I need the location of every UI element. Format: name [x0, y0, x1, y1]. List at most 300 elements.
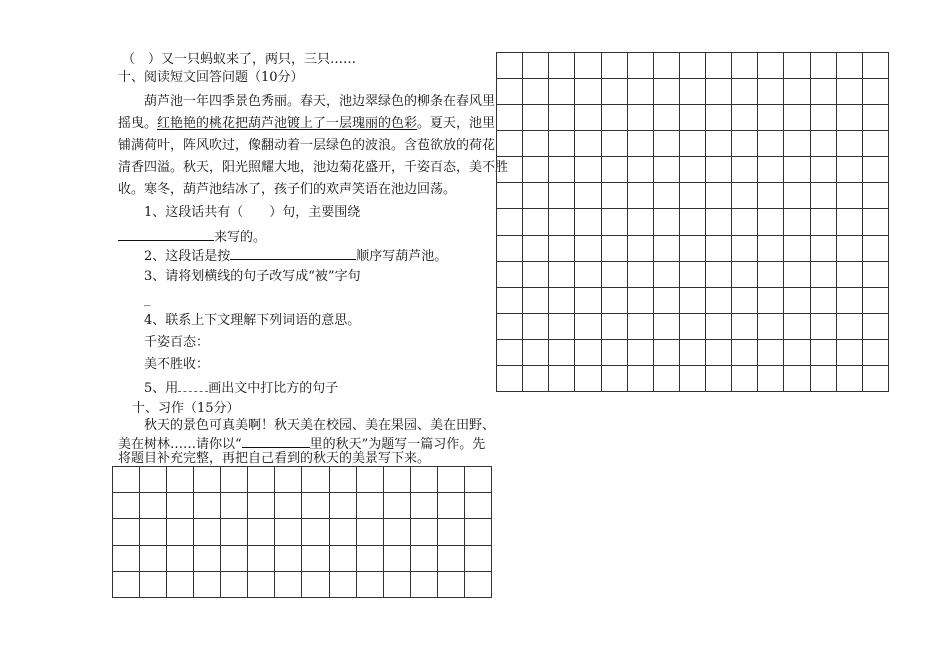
grid-cell[interactable]: [628, 340, 654, 366]
grid-cell[interactable]: [602, 314, 628, 340]
grid-cell[interactable]: [221, 519, 248, 545]
grid-cell[interactable]: [602, 288, 628, 314]
grid-cell[interactable]: [602, 236, 628, 262]
grid-cell[interactable]: [602, 157, 628, 183]
grid-cell[interactable]: [523, 105, 549, 131]
grid-cell[interactable]: [811, 79, 837, 105]
question-2-suffix: 顺序写葫芦池。: [356, 249, 448, 264]
grid-cell[interactable]: [680, 262, 706, 288]
grid-cell[interactable]: [706, 314, 732, 340]
grid-cell[interactable]: [140, 519, 167, 545]
grid-cell[interactable]: [384, 467, 411, 493]
grid-cell[interactable]: [732, 236, 758, 262]
grid-cell[interactable]: [654, 183, 680, 209]
grid-cell[interactable]: [784, 157, 810, 183]
grid-cell[interactable]: [758, 79, 784, 105]
grid-cell[interactable]: [549, 79, 575, 105]
grid-cell[interactable]: [602, 340, 628, 366]
grid-cell[interactable]: [732, 314, 758, 340]
grid-cell[interactable]: [784, 79, 810, 105]
grid-cell[interactable]: [811, 340, 837, 366]
grid-cell[interactable]: [575, 157, 601, 183]
previous-question-text: （ ）又一只蚂蚁来了，两只，三只……: [122, 52, 357, 67]
grid-cell[interactable]: [497, 105, 523, 131]
grid-cell[interactable]: [575, 236, 601, 262]
grid-cell[interactable]: [384, 546, 411, 572]
grid-cell[interactable]: [602, 366, 628, 392]
grid-cell[interactable]: [549, 183, 575, 209]
grid-cell[interactable]: [758, 157, 784, 183]
grid-cell[interactable]: [784, 53, 810, 79]
grid-cell[interactable]: [575, 105, 601, 131]
grid-cell[interactable]: [654, 131, 680, 157]
grid-cell[interactable]: [411, 546, 438, 572]
grid-cell[interactable]: [194, 493, 221, 519]
grid-cell[interactable]: [837, 131, 863, 157]
grid-cell[interactable]: [248, 493, 275, 519]
grid-cell[interactable]: [837, 314, 863, 340]
passage-line-5: 收。寒冬，葫芦池结冰了，孩子们的欢声笑语在池边回荡。: [118, 182, 457, 197]
grid-cell[interactable]: [732, 183, 758, 209]
grid-cell[interactable]: [275, 519, 302, 545]
grid-cell[interactable]: [732, 340, 758, 366]
writing-section-heading: 十、习作（15分）: [132, 401, 240, 416]
grid-cell[interactable]: [523, 366, 549, 392]
grid-cell[interactable]: [167, 467, 194, 493]
grid-cell[interactable]: [837, 236, 863, 262]
grid-cell[interactable]: [863, 209, 889, 235]
grid-cell[interactable]: [706, 262, 732, 288]
grid-cell[interactable]: [523, 288, 549, 314]
grid-cell[interactable]: [602, 209, 628, 235]
grid-cell[interactable]: [706, 236, 732, 262]
grid-cell[interactable]: [628, 288, 654, 314]
grid-cell[interactable]: [758, 209, 784, 235]
grid-cell[interactable]: [523, 79, 549, 105]
grid-cell[interactable]: [784, 183, 810, 209]
grid-cell[interactable]: [302, 493, 329, 519]
passage-line-2-end: 。夏天，池里: [417, 116, 496, 131]
grid-cell[interactable]: [680, 157, 706, 183]
grid-cell[interactable]: [194, 467, 221, 493]
question-1-answer-blank[interactable]: [118, 228, 214, 241]
grid-cell[interactable]: [706, 105, 732, 131]
question-1-line-1: 1、这段话共有（ ）句，主要围绕: [144, 205, 361, 220]
grid-cell[interactable]: [497, 288, 523, 314]
grid-cell[interactable]: [411, 467, 438, 493]
passage-line-3: 铺满荷叶，阵风吹过，像翻动着一层绿色的波浪。含苞欲放的荷花: [118, 138, 496, 153]
question-5-suffix: 画出文中打比方的句子: [208, 381, 339, 396]
grid-cell[interactable]: [357, 493, 384, 519]
grid-cell[interactable]: [575, 314, 601, 340]
grid-cell[interactable]: [194, 519, 221, 545]
grid-cell[interactable]: [357, 546, 384, 572]
grid-cell[interactable]: [602, 183, 628, 209]
grid-cell[interactable]: [330, 546, 357, 572]
grid-cell[interactable]: [654, 366, 680, 392]
grid-cell[interactable]: [275, 572, 302, 598]
writing-prompt-line-2-end: 里的秋天”为题写一篇习作。先: [309, 437, 486, 452]
grid-cell[interactable]: [497, 79, 523, 105]
grid-cell[interactable]: [628, 105, 654, 131]
grid-cell[interactable]: [113, 572, 140, 598]
grid-cell[interactable]: [628, 314, 654, 340]
underlined-sentence: 红艳艳的桃花把葫芦池镀上了一层瑰丽的色彩: [157, 116, 418, 131]
grid-cell[interactable]: [438, 467, 465, 493]
grid-cell[interactable]: [302, 546, 329, 572]
passage-line-2: [118, 116, 495, 132]
grid-cell[interactable]: [357, 519, 384, 545]
grid-cell[interactable]: [602, 131, 628, 157]
grid-cell[interactable]: [706, 340, 732, 366]
grid-cell[interactable]: [863, 105, 889, 131]
grid-cell[interactable]: [523, 340, 549, 366]
grid-cell[interactable]: [758, 53, 784, 79]
grid-cell[interactable]: [680, 53, 706, 79]
writing-prompt-line-2-start: 美在树林……请你以“: [118, 437, 242, 452]
grid-cell[interactable]: [628, 262, 654, 288]
grid-cell[interactable]: [811, 53, 837, 79]
grid-cell[interactable]: [330, 493, 357, 519]
grid-cell[interactable]: [167, 546, 194, 572]
question-2-prefix: 2、这段话是按: [144, 249, 231, 264]
grid-cell[interactable]: [549, 157, 575, 183]
grid-cell[interactable]: [523, 262, 549, 288]
grid-cell[interactable]: [330, 467, 357, 493]
question-4-word-2: 美不胜收：: [144, 357, 210, 372]
grid-cell[interactable]: [863, 157, 889, 183]
grid-cell[interactable]: [549, 131, 575, 157]
grid-cell[interactable]: [784, 209, 810, 235]
grid-cell[interactable]: [602, 79, 628, 105]
grid-cell[interactable]: [628, 366, 654, 392]
grid-cell[interactable]: [680, 79, 706, 105]
grid-cell[interactable]: [758, 105, 784, 131]
grid-cell[interactable]: [863, 366, 889, 392]
grid-cell[interactable]: [758, 366, 784, 392]
grid-cell[interactable]: [330, 519, 357, 545]
grid-cell[interactable]: [680, 131, 706, 157]
grid-cell[interactable]: [680, 236, 706, 262]
grid-cell[interactable]: [837, 183, 863, 209]
grid-cell[interactable]: [602, 262, 628, 288]
grid-cell[interactable]: [811, 157, 837, 183]
grid-cell[interactable]: [221, 467, 248, 493]
grid-cell[interactable]: [575, 53, 601, 79]
grid-cell[interactable]: [732, 288, 758, 314]
grid-cell[interactable]: [523, 157, 549, 183]
grid-cell[interactable]: [628, 131, 654, 157]
grid-cell[interactable]: [784, 236, 810, 262]
grid-cell[interactable]: [837, 53, 863, 79]
grid-cell[interactable]: [654, 314, 680, 340]
question-2-answer-blank[interactable]: [230, 247, 356, 260]
grid-cell[interactable]: [706, 209, 732, 235]
grid-cell[interactable]: [549, 236, 575, 262]
question-3: 3、请将划横线的句子改写成“被”字句: [144, 269, 361, 284]
grid-cell[interactable]: [732, 105, 758, 131]
question-1-line-2: [118, 228, 266, 246]
grid-cell[interactable]: [758, 314, 784, 340]
grid-cell[interactable]: [497, 131, 523, 157]
grid-cell[interactable]: [549, 314, 575, 340]
grid-cell[interactable]: [784, 340, 810, 366]
grid-cell[interactable]: [732, 262, 758, 288]
grid-cell[interactable]: [113, 519, 140, 545]
grid-cell[interactable]: [732, 79, 758, 105]
grid-cell[interactable]: [549, 262, 575, 288]
grid-cell[interactable]: [837, 209, 863, 235]
grid-cell[interactable]: [113, 493, 140, 519]
grid-cell[interactable]: [411, 572, 438, 598]
grid-cell[interactable]: [680, 105, 706, 131]
reading-section-heading: 十、阅读短文回答问题（10分）: [118, 70, 304, 85]
grid-cell[interactable]: [680, 366, 706, 392]
grid-cell[interactable]: [438, 519, 465, 545]
grid-cell[interactable]: [357, 572, 384, 598]
grid-cell[interactable]: [628, 236, 654, 262]
grid-cell[interactable]: [411, 493, 438, 519]
passage-line-2-start: 摇曳。: [118, 116, 158, 131]
writing-grid-bottom[interactable]: [112, 466, 492, 598]
grid-cell[interactable]: [811, 366, 837, 392]
grid-cell[interactable]: [628, 157, 654, 183]
grid-cell[interactable]: [523, 314, 549, 340]
grid-cell[interactable]: [654, 79, 680, 105]
question-5-prefix: 5、用: [144, 381, 179, 396]
grid-cell[interactable]: [523, 236, 549, 262]
grid-cell[interactable]: [863, 53, 889, 79]
grid-cell[interactable]: [628, 53, 654, 79]
grid-cell[interactable]: [575, 209, 601, 235]
grid-cell[interactable]: [654, 262, 680, 288]
grid-cell[interactable]: [654, 288, 680, 314]
grid-cell[interactable]: [140, 546, 167, 572]
title-answer-blank[interactable]: [242, 435, 310, 448]
writing-prompt-line-1: 秋天的景色可真美啊！秋天美在校园、美在果园、美在田野、: [144, 418, 496, 433]
grid-cell[interactable]: [758, 340, 784, 366]
grid-cell[interactable]: [811, 105, 837, 131]
grid-cell[interactable]: [706, 79, 732, 105]
grid-cell[interactable]: [302, 519, 329, 545]
grid-cell[interactable]: [758, 288, 784, 314]
grid-cell[interactable]: [654, 209, 680, 235]
grid-cell[interactable]: [654, 53, 680, 79]
grid-cell[interactable]: [628, 79, 654, 105]
grid-cell[interactable]: [837, 105, 863, 131]
grid-cell[interactable]: [497, 183, 523, 209]
grid-cell[interactable]: [357, 467, 384, 493]
grid-cell[interactable]: [863, 183, 889, 209]
grid-cell[interactable]: [302, 572, 329, 598]
passage-line-4: 清香四溢。秋天，阳光照耀大地，池边菊花盛开，千姿百态，美不胜: [118, 160, 509, 175]
grid-cell[interactable]: [575, 79, 601, 105]
grid-cell[interactable]: [706, 183, 732, 209]
grid-cell[interactable]: [465, 572, 492, 598]
grid-cell[interactable]: [497, 366, 523, 392]
grid-cell[interactable]: [837, 288, 863, 314]
grid-cell[interactable]: [784, 131, 810, 157]
grid-cell[interactable]: [438, 546, 465, 572]
grid-cell[interactable]: [194, 572, 221, 598]
grid-cell[interactable]: [732, 366, 758, 392]
grid-cell[interactable]: [497, 236, 523, 262]
grid-cell[interactable]: [497, 209, 523, 235]
grid-cell[interactable]: [384, 493, 411, 519]
question-4-word-1: 千姿百态：: [144, 335, 210, 350]
grid-cell[interactable]: [837, 79, 863, 105]
grid-cell[interactable]: [811, 236, 837, 262]
grid-cell[interactable]: [837, 366, 863, 392]
grid-cell[interactable]: [784, 288, 810, 314]
grid-cell[interactable]: [140, 467, 167, 493]
grid-cell[interactable]: [863, 314, 889, 340]
grid-cell[interactable]: [811, 262, 837, 288]
grid-cell[interactable]: [438, 493, 465, 519]
grid-cell[interactable]: [330, 572, 357, 598]
grid-cell[interactable]: [549, 53, 575, 79]
grid-cell[interactable]: [549, 366, 575, 392]
grid-cell[interactable]: [575, 262, 601, 288]
grid-cell[interactable]: [465, 467, 492, 493]
grid-cell[interactable]: [575, 131, 601, 157]
grid-cell[interactable]: [575, 288, 601, 314]
grid-cell[interactable]: [221, 546, 248, 572]
grid-cell[interactable]: [167, 519, 194, 545]
question-5: [144, 379, 338, 397]
grid-cell[interactable]: [706, 131, 732, 157]
grid-cell[interactable]: [384, 519, 411, 545]
question-2: [144, 247, 447, 265]
grid-cell[interactable]: [113, 546, 140, 572]
grid-cell[interactable]: [680, 288, 706, 314]
grid-cell[interactable]: [497, 340, 523, 366]
grid-cell[interactable]: [811, 288, 837, 314]
grid-cell[interactable]: [549, 288, 575, 314]
grid-cell[interactable]: [575, 366, 601, 392]
grid-cell[interactable]: [628, 183, 654, 209]
question-4: 4、联系上下文理解下列词语的意思。: [144, 313, 361, 328]
grid-cell[interactable]: [680, 340, 706, 366]
grid-cell[interactable]: [549, 105, 575, 131]
grid-cell[interactable]: [784, 366, 810, 392]
grid-cell[interactable]: [758, 183, 784, 209]
grid-cell[interactable]: [549, 209, 575, 235]
grid-cell[interactable]: [811, 183, 837, 209]
grid-cell[interactable]: [221, 493, 248, 519]
grid-cell[interactable]: [654, 236, 680, 262]
grid-cell[interactable]: [275, 467, 302, 493]
grid-cell[interactable]: [680, 183, 706, 209]
grid-cell[interactable]: [706, 157, 732, 183]
grid-cell[interactable]: [732, 157, 758, 183]
grid-cell[interactable]: [465, 519, 492, 545]
grid-cell[interactable]: [706, 366, 732, 392]
question-5-wavy-line-sample: [178, 379, 208, 392]
grid-cell[interactable]: [575, 183, 601, 209]
grid-cell[interactable]: [680, 209, 706, 235]
grid-cell[interactable]: [654, 105, 680, 131]
grid-cell[interactable]: [275, 546, 302, 572]
grid-cell[interactable]: [654, 157, 680, 183]
grid-cell[interactable]: [248, 519, 275, 545]
grid-cell[interactable]: [863, 131, 889, 157]
grid-cell[interactable]: [275, 493, 302, 519]
grid-cell[interactable]: [523, 209, 549, 235]
grid-cell[interactable]: [438, 572, 465, 598]
grid-cell[interactable]: [654, 340, 680, 366]
grid-cell[interactable]: [248, 467, 275, 493]
grid-cell[interactable]: [167, 572, 194, 598]
writing-grid-right[interactable]: [496, 52, 889, 392]
grid-cell[interactable]: [863, 340, 889, 366]
grid-cell[interactable]: [497, 53, 523, 79]
grid-cell[interactable]: [863, 79, 889, 105]
grid-cell[interactable]: [811, 209, 837, 235]
grid-cell[interactable]: [784, 262, 810, 288]
writing-prompt-line-3: 将题目补充完整，再把自己看到的秋天的美景写下来。: [118, 451, 431, 466]
grid-cell[interactable]: [497, 157, 523, 183]
grid-cell[interactable]: [113, 467, 140, 493]
grid-cell[interactable]: [248, 572, 275, 598]
grid-cell[interactable]: [732, 53, 758, 79]
grid-cell[interactable]: [863, 262, 889, 288]
grid-cell[interactable]: [784, 314, 810, 340]
grid-cell[interactable]: [758, 236, 784, 262]
grid-cell[interactable]: [248, 546, 275, 572]
question-3-answer-mark[interactable]: _: [144, 292, 151, 307]
grid-cell[interactable]: [497, 262, 523, 288]
grid-cell[interactable]: [811, 131, 837, 157]
grid-cell[interactable]: [523, 53, 549, 79]
grid-cell[interactable]: [523, 131, 549, 157]
grid-cell[interactable]: [706, 288, 732, 314]
grid-cell[interactable]: [706, 53, 732, 79]
grid-cell[interactable]: [811, 314, 837, 340]
question-1-suffix: 来写的。: [214, 230, 267, 245]
grid-cell[interactable]: [680, 314, 706, 340]
grid-cell[interactable]: [784, 105, 810, 131]
grid-cell[interactable]: [497, 314, 523, 340]
grid-cell[interactable]: [221, 572, 248, 598]
grid-cell[interactable]: [628, 209, 654, 235]
passage-line-1: 葫芦池一年四季景色秀丽。春天，池边翠绿色的柳条在春风里: [144, 94, 496, 109]
grid-cell[interactable]: [194, 546, 221, 572]
grid-cell[interactable]: [465, 546, 492, 572]
grid-cell[interactable]: [837, 340, 863, 366]
grid-cell[interactable]: [837, 157, 863, 183]
grid-cell[interactable]: [523, 183, 549, 209]
grid-cell[interactable]: [837, 262, 863, 288]
grid-cell[interactable]: [384, 572, 411, 598]
grid-cell[interactable]: [302, 467, 329, 493]
grid-cell[interactable]: [732, 209, 758, 235]
grid-cell[interactable]: [167, 493, 194, 519]
grid-cell[interactable]: [411, 519, 438, 545]
grid-cell[interactable]: [602, 53, 628, 79]
grid-cell[interactable]: [863, 236, 889, 262]
grid-cell[interactable]: [140, 572, 167, 598]
grid-cell[interactable]: [465, 493, 492, 519]
grid-cell[interactable]: [602, 105, 628, 131]
grid-cell[interactable]: [140, 493, 167, 519]
grid-cell[interactable]: [758, 131, 784, 157]
grid-cell[interactable]: [758, 262, 784, 288]
grid-cell[interactable]: [732, 131, 758, 157]
grid-cell[interactable]: [575, 340, 601, 366]
grid-cell[interactable]: [863, 288, 889, 314]
grid-cell[interactable]: [549, 340, 575, 366]
